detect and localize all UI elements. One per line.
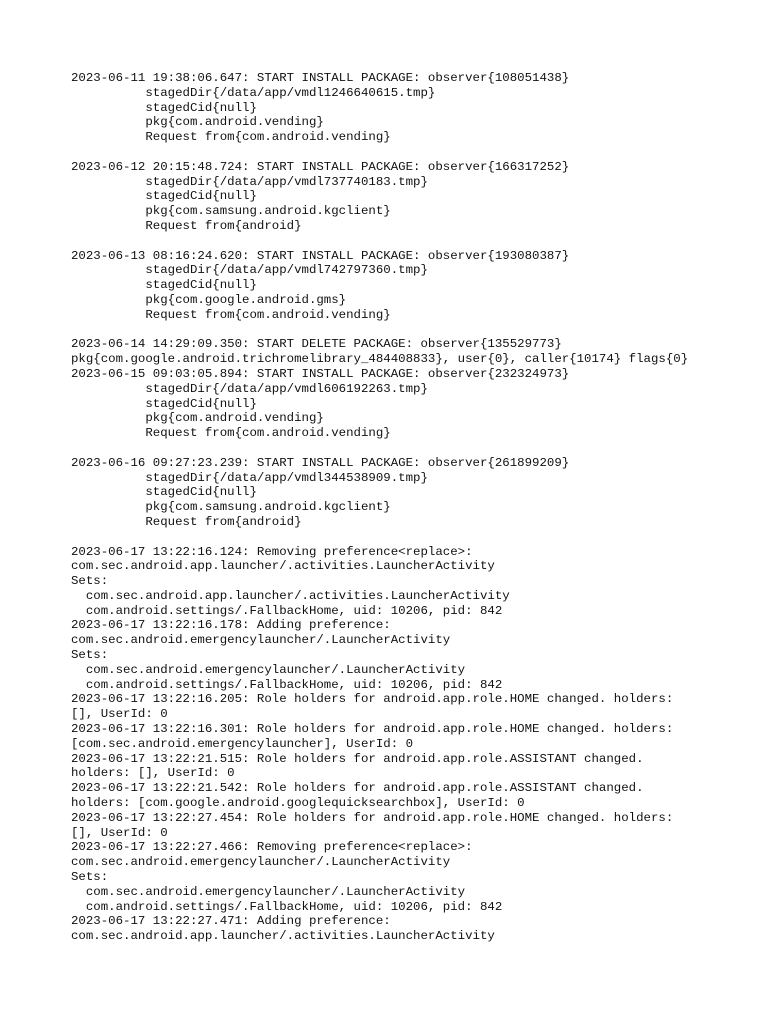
log-line: Request from{com.android.vending} (71, 307, 391, 322)
log-line: stagedDir{/data/app/vmdl606192263.tmp} (71, 381, 428, 396)
log-line: 2023-06-17 13:22:21.515: Role holders for android.app.role.ASSISTANT changed. (71, 751, 644, 766)
log-line: com.sec.android.emergencylauncher/.LauncherActivity (71, 884, 466, 899)
log-line: 2023-06-17 13:22:27.454: Role holders for android.app.role.HOME changed. holders: (71, 810, 674, 825)
blank-line (71, 145, 768, 160)
log-line: 2023-06-17 13:22:27.471: Adding preference: (71, 914, 391, 929)
log-line: 2023-06-17 13:22:16.178: Adding preference: (71, 618, 391, 633)
log-line: Request from{com.android.vending} (71, 426, 391, 441)
log-line: 2023-06-14 14:29:09.350: START DELETE PACKAGE: observer{135529773} (71, 337, 562, 352)
log-line: pkg{com.android.vending} (71, 115, 324, 130)
log-line: 2023-06-17 13:22:27.466: Removing preference<replace>: (71, 840, 473, 855)
log-line: [], UserId: 0 (71, 707, 168, 722)
log-line: 2023-06-12 20:15:48.724: START INSTALL PACKAGE: observer{166317252} (71, 159, 570, 174)
log-line: com.sec.android.emergencylauncher/.LauncherActivity (71, 662, 466, 677)
log-line: [], UserId: 0 (71, 825, 168, 840)
log-line: 2023-06-16 09:27:23.239: START INSTALL PACKAGE: observer{261899209} (71, 455, 570, 470)
log-line: holders: [], UserId: 0 (71, 766, 235, 781)
log-line: 2023-06-13 08:16:24.620: START INSTALL PACKAGE: observer{193080387} (71, 248, 570, 263)
log-line: com.android.settings/.FallbackHome, uid: 10206, pid: 842 (71, 677, 503, 692)
log-document (71, 71, 768, 1024)
log-line: stagedCid{null} (71, 278, 257, 293)
log-line: Request from{android} (71, 218, 302, 233)
log-line: com.sec.android.emergencylauncher/.LauncherActivity (71, 855, 451, 870)
log-line: stagedDir{/data/app/vmdl1246640615.tmp} (71, 85, 436, 100)
log-line: com.sec.android.app.launcher/.activities.LauncherActivity (71, 588, 510, 603)
log-line: pkg{com.google.android.trichromelibrary_484408833}, user{0}, caller{10174} flags{0} (71, 352, 689, 367)
log-line: stagedDir{/data/app/vmdl742797360.tmp} (71, 263, 428, 278)
log-line: Sets: (71, 648, 109, 663)
log-line: 2023-06-15 09:03:05.894: START INSTALL PACKAGE: observer{232324973} (71, 366, 570, 381)
log-line: 2023-06-17 13:22:16.124: Removing preference<replace>: (71, 544, 473, 559)
log-line: [com.sec.android.emergencylauncher], UserId: 0 (71, 736, 414, 751)
blank-line (71, 234, 768, 249)
log-line: Request from{android} (71, 514, 302, 529)
log-line: stagedCid{null} (71, 189, 257, 204)
blank-line (71, 441, 768, 456)
log-line: pkg{com.samsung.android.kgclient} (71, 500, 391, 515)
log-text-block (71, 71, 768, 944)
blank-line (71, 323, 768, 338)
log-line: com.sec.android.app.launcher/.activities.LauncherActivity (71, 559, 495, 574)
log-line: Sets: (71, 870, 109, 885)
log-line: pkg{com.android.vending} (71, 411, 324, 426)
log-line: pkg{com.google.android.gms} (71, 292, 347, 307)
log-line: com.android.settings/.FallbackHome, uid: 10206, pid: 842 (71, 603, 503, 618)
log-line: 2023-06-17 13:22:21.542: Role holders for android.app.role.ASSISTANT changed. (71, 781, 644, 796)
log-line: 2023-06-17 13:22:16.205: Role holders for android.app.role.HOME changed. holders: (71, 692, 674, 707)
log-line: stagedCid{null} (71, 100, 257, 115)
log-line: stagedDir{/data/app/vmdl344538909.tmp} (71, 470, 428, 485)
log-line: Sets: (71, 574, 109, 589)
log-line: stagedDir{/data/app/vmdl737740183.tmp} (71, 174, 428, 189)
log-line: 2023-06-17 13:22:16.301: Role holders for android.app.role.HOME changed. holders: (71, 722, 674, 737)
blank-line (71, 530, 768, 545)
log-line: com.android.settings/.FallbackHome, uid: 10206, pid: 842 (71, 899, 503, 914)
log-line: 2023-06-11 19:38:06.647: START INSTALL PACKAGE: observer{108051438} (71, 71, 570, 85)
log-line: com.sec.android.app.launcher/.activities.LauncherActivity (71, 929, 495, 944)
log-line: com.sec.android.emergencylauncher/.LauncherActivity (71, 633, 451, 648)
log-line: stagedCid{null} (71, 396, 257, 411)
log-line: pkg{com.samsung.android.kgclient} (71, 204, 391, 219)
log-line: Request from{com.android.vending} (71, 130, 391, 145)
log-line: holders: [com.google.android.googlequicksearchbox], UserId: 0 (71, 796, 525, 811)
log-line: stagedCid{null} (71, 485, 257, 500)
